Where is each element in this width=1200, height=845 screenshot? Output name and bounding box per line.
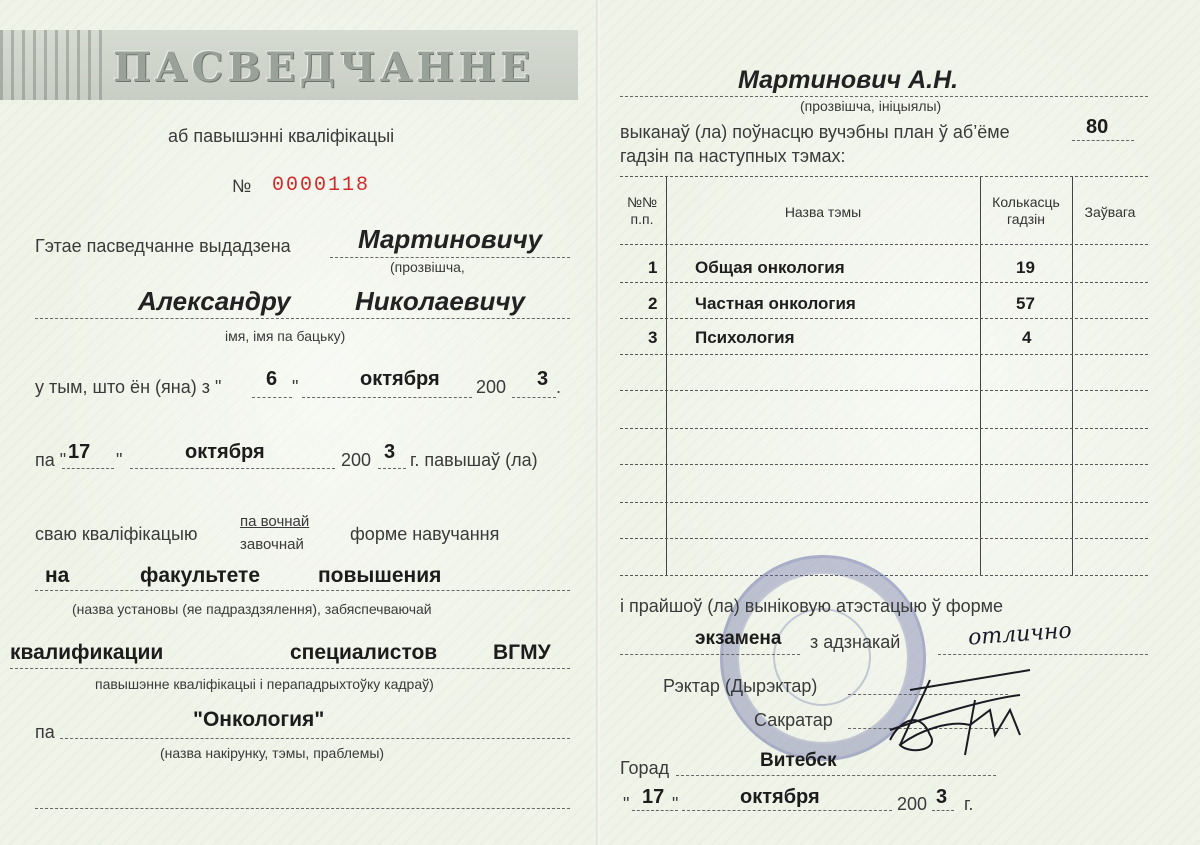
institution-word-6: ВГМУ — [493, 641, 551, 664]
city-line — [676, 775, 996, 776]
row-num: 1 — [648, 258, 658, 277]
city-value: Витебск — [760, 750, 837, 771]
name-line — [35, 318, 570, 319]
patronymic-value: Николаевичу — [355, 286, 526, 316]
institution-word-1: на — [45, 564, 70, 587]
row-topic: Психология — [695, 328, 795, 347]
to-day-quote: " — [116, 450, 123, 470]
institution-line-1 — [35, 590, 570, 591]
exam-form-value: экзамена — [695, 628, 782, 649]
name-caption: імя, імя па бацьку) — [225, 328, 346, 344]
institution-word-3: повышения — [318, 564, 442, 587]
date-month-line — [682, 810, 892, 811]
hours-total-line — [1072, 140, 1134, 141]
exam-form-line — [620, 654, 800, 655]
from-day-value: 6 — [266, 368, 278, 390]
to-day-line — [62, 468, 114, 469]
table-row-divider — [620, 354, 1148, 355]
table-row-divider — [620, 502, 1148, 503]
table-row-divider — [620, 428, 1148, 429]
period-to-prefix: па " — [35, 450, 67, 470]
from-day-line — [252, 397, 292, 398]
institution-word-2: факультете — [140, 564, 261, 587]
issued-to-label: Гэтае пасведчанне выдадзена — [35, 236, 291, 256]
date-open-quote: " — [623, 794, 630, 814]
date-year-value: 3 — [936, 786, 948, 808]
number-label: № — [232, 176, 252, 196]
topics-table — [620, 176, 1148, 576]
study-form-option-fulltime: па вочнай — [240, 513, 310, 530]
row-hours: 57 — [1016, 294, 1035, 313]
to-month-line — [130, 468, 335, 469]
row-num: 2 — [648, 294, 658, 313]
study-form-suffix: форме навучання — [350, 524, 500, 544]
from-day-quote: " — [292, 377, 299, 397]
grade-handwritten: отлично — [967, 618, 1073, 651]
table-top-border — [620, 176, 1148, 177]
document-subtitle: аб павышэнні кваліфікацыі — [168, 126, 395, 146]
from-year-line — [512, 397, 556, 398]
table-row-divider — [620, 538, 1148, 539]
certificate-number: 0000118 — [272, 174, 371, 197]
holder-line — [620, 96, 1148, 97]
header-num: №№ п.п. — [626, 194, 658, 227]
from-year-prefix: 200 — [476, 377, 507, 397]
header-hours: Колькасць гадзін — [992, 194, 1060, 227]
from-year-value: 3 — [537, 368, 549, 390]
date-day-value: 17 — [642, 786, 665, 808]
rector-label: Рэктар (Дырэктар) — [663, 676, 818, 696]
row-hours: 19 — [1016, 258, 1035, 277]
row-num: 3 — [648, 328, 658, 347]
to-month-value: октября — [185, 441, 265, 463]
institution-line-2 — [10, 668, 570, 669]
to-suffix: г. павышаў (ла) — [410, 450, 538, 470]
date-month-value: октября — [740, 786, 820, 808]
table-row-divider — [620, 390, 1148, 391]
left-page — [0, 0, 598, 845]
to-year-line — [378, 468, 406, 469]
plan-text: выканаў (ла) поўнасцю вучэбны план ў аб’ёме — [620, 122, 1010, 142]
blank-line — [35, 808, 570, 809]
holder-caption: (прозвішча, ініцыялы) — [800, 98, 942, 114]
date-suffix: г. — [964, 794, 974, 814]
date-year-line — [932, 810, 954, 811]
table-row-divider — [620, 318, 1148, 319]
program-value: "Онкология" — [193, 708, 325, 731]
date-year-prefix: 200 — [897, 794, 928, 814]
table-row-divider — [620, 282, 1148, 283]
institution-caption-2: павышэнне кваліфікацыі і перападрыхтоўку кадраў) — [95, 676, 434, 692]
to-year-prefix: 200 — [341, 450, 372, 470]
rector-signature — [890, 670, 1030, 745]
program-prefix: па — [35, 722, 55, 742]
surname-line — [330, 257, 570, 258]
period-from-prefix: у тым, што ён (яна) з " — [35, 377, 222, 397]
secretary-label: Сакратар — [754, 710, 833, 730]
table-col-divider — [1072, 176, 1073, 576]
table-header-divider — [620, 244, 1148, 245]
surname-caption: (прозвішча, — [390, 259, 465, 275]
table-col-divider — [666, 176, 667, 576]
to-year-value: 3 — [384, 441, 396, 463]
city-label: Горад — [620, 758, 670, 778]
from-month-value: октября — [360, 368, 440, 390]
attestation-text: і прайшоў (ла) выніковую атэстацыю ў форме — [620, 596, 1004, 616]
institution-word-5: специалистов — [290, 641, 438, 664]
surname-value: Мартиновичу — [358, 224, 543, 254]
header-topic: Назва тэмы — [784, 204, 862, 220]
study-form-prefix: сваю кваліфікацыю — [35, 524, 198, 544]
program-line — [60, 738, 570, 739]
row-hours: 4 — [1022, 328, 1032, 347]
to-day-value: 17 — [68, 441, 91, 463]
institution-word-4: квалификации — [10, 641, 164, 664]
document-title: ПАСВЕДЧАННЕ — [113, 44, 535, 91]
from-month-line — [302, 397, 472, 398]
date-close-quote: " — [672, 794, 679, 814]
banner-texture — [0, 30, 110, 100]
row-topic: Общая онкология — [695, 258, 845, 277]
first-name-value: Александру — [138, 286, 291, 316]
grade-label: з адзнакай — [810, 632, 901, 652]
hours-total-value: 80 — [1086, 116, 1109, 138]
plan-text-2: гадзін па наступных тэмах: — [620, 146, 846, 166]
header-note: Заўвага — [1084, 204, 1136, 220]
table-col-divider — [980, 176, 981, 576]
row-topic: Частная онкология — [695, 294, 856, 313]
holder-name: Мартинович А.Н. — [738, 66, 959, 94]
signature-marks — [870, 640, 1040, 770]
table-row-divider — [620, 464, 1148, 465]
from-year-suffix: . — [556, 377, 562, 397]
program-caption: (назва накірунку, тэмы, праблемы) — [160, 745, 385, 761]
secretary-signature — [890, 700, 1020, 755]
institution-caption: (назва установы (яе падраздзялення), забяспечваючай — [72, 601, 432, 617]
study-form-option-correspondence: завочнай — [240, 536, 304, 553]
